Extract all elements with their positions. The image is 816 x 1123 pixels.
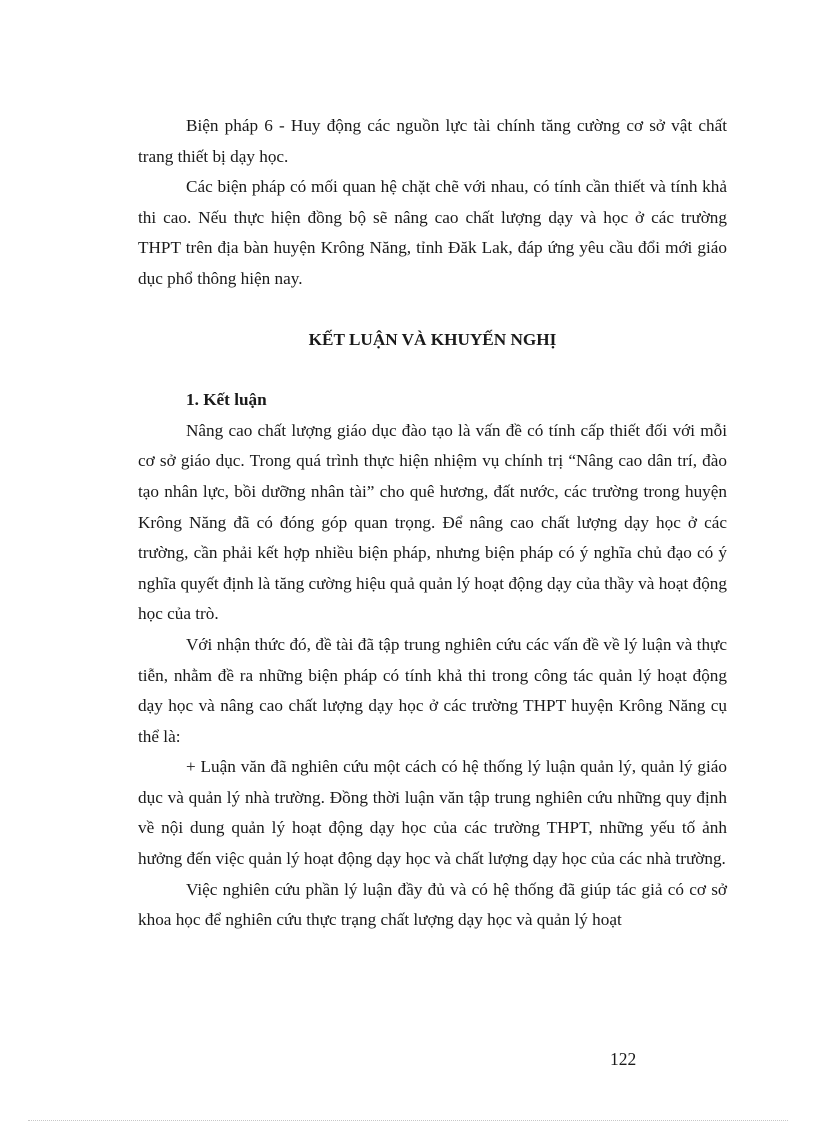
- paragraph-conclusion-3: + Luận văn đã nghiên cứu một cách có hệ thống lý luận quản lý, quản lý giáo dục và quản lý nhà trường. Đồng thời luận văn tập trung nghiên cứu những quy định về nội dung quản lý hoạt động dạy học của các trường THPT, những yếu tố ảnh hưởng đến việc quản lý hoạt động dạy học và chất lượng dạy học của các nhà trường.: [138, 757, 727, 869]
- paragraph-conclusion-2: Với nhận thức đó, đề tài đã tập trung nghiên cứu các vấn đề về lý luận và thực tiễn, nhằm đề ra những biện pháp có tính khả thi trong công tác quản lý hoạt động dạy học và nâng cao chất lượng dạy học ở các trường THPT huyện Krông Năng cụ thể là:: [138, 634, 727, 746]
- page-number: 122: [610, 1049, 637, 1069]
- page-body: [138, 111, 727, 936]
- paragraph-conclusion-1: Nâng cao chất lượng giáo dục đào tạo là vấn đề có tính cấp thiết đối với mỗi cơ sở giáo dục. Trong quá trình thực hiện nhiệm vụ chính trị “Nâng cao dân trí, đào tạo nhân lực, bồi dưỡng nhân tài” cho quê hương, đất nước, các trường trong huyện Krông Năng đã có đóng góp quan trọng. Để nâng cao chất lượng dạy học ở các trường, cần phải kết hợp nhiều biện pháp, nhưng biện pháp có ý nghĩa chủ đạo có ý nghĩa quyết định là tăng cường hiệu quả quản lý hoạt động dạy của thầy và hoạt động học của trò.: [138, 420, 727, 624]
- subsection-heading: 1. Kết luận: [186, 390, 267, 410]
- section-heading: KẾT LUẬN VÀ KHUYẾN NGHỊ: [308, 329, 557, 349]
- paragraph-measures-summary: Các biện pháp có mối quan hệ chặt chẽ với nhau, có tính cần thiết và tính khả thi cao. Nếu thực hiện đồng bộ sẽ nâng cao chất lượng dạy và học ở các trường THPT trên địa bàn huyện Krông Năng, tỉnh Đăk Lak, đáp ứng yêu cầu đổi mới giáo dục phổ thông hiện nay.: [138, 177, 727, 288]
- page-bottom-divider: [28, 1120, 788, 1121]
- paragraph-measure-6: Biện pháp 6 - Huy động các nguồn lực tài chính tăng cường cơ sở vật chất trang thiết bị dạy học.: [138, 116, 727, 166]
- paragraph-conclusion-4: Việc nghiên cứu phần lý luận đầy đủ và có hệ thống đã giúp tác giả có cơ sở khoa học để nghiên cứu thực trạng chất lượng dạy học và quản lý hoạt: [138, 879, 727, 930]
